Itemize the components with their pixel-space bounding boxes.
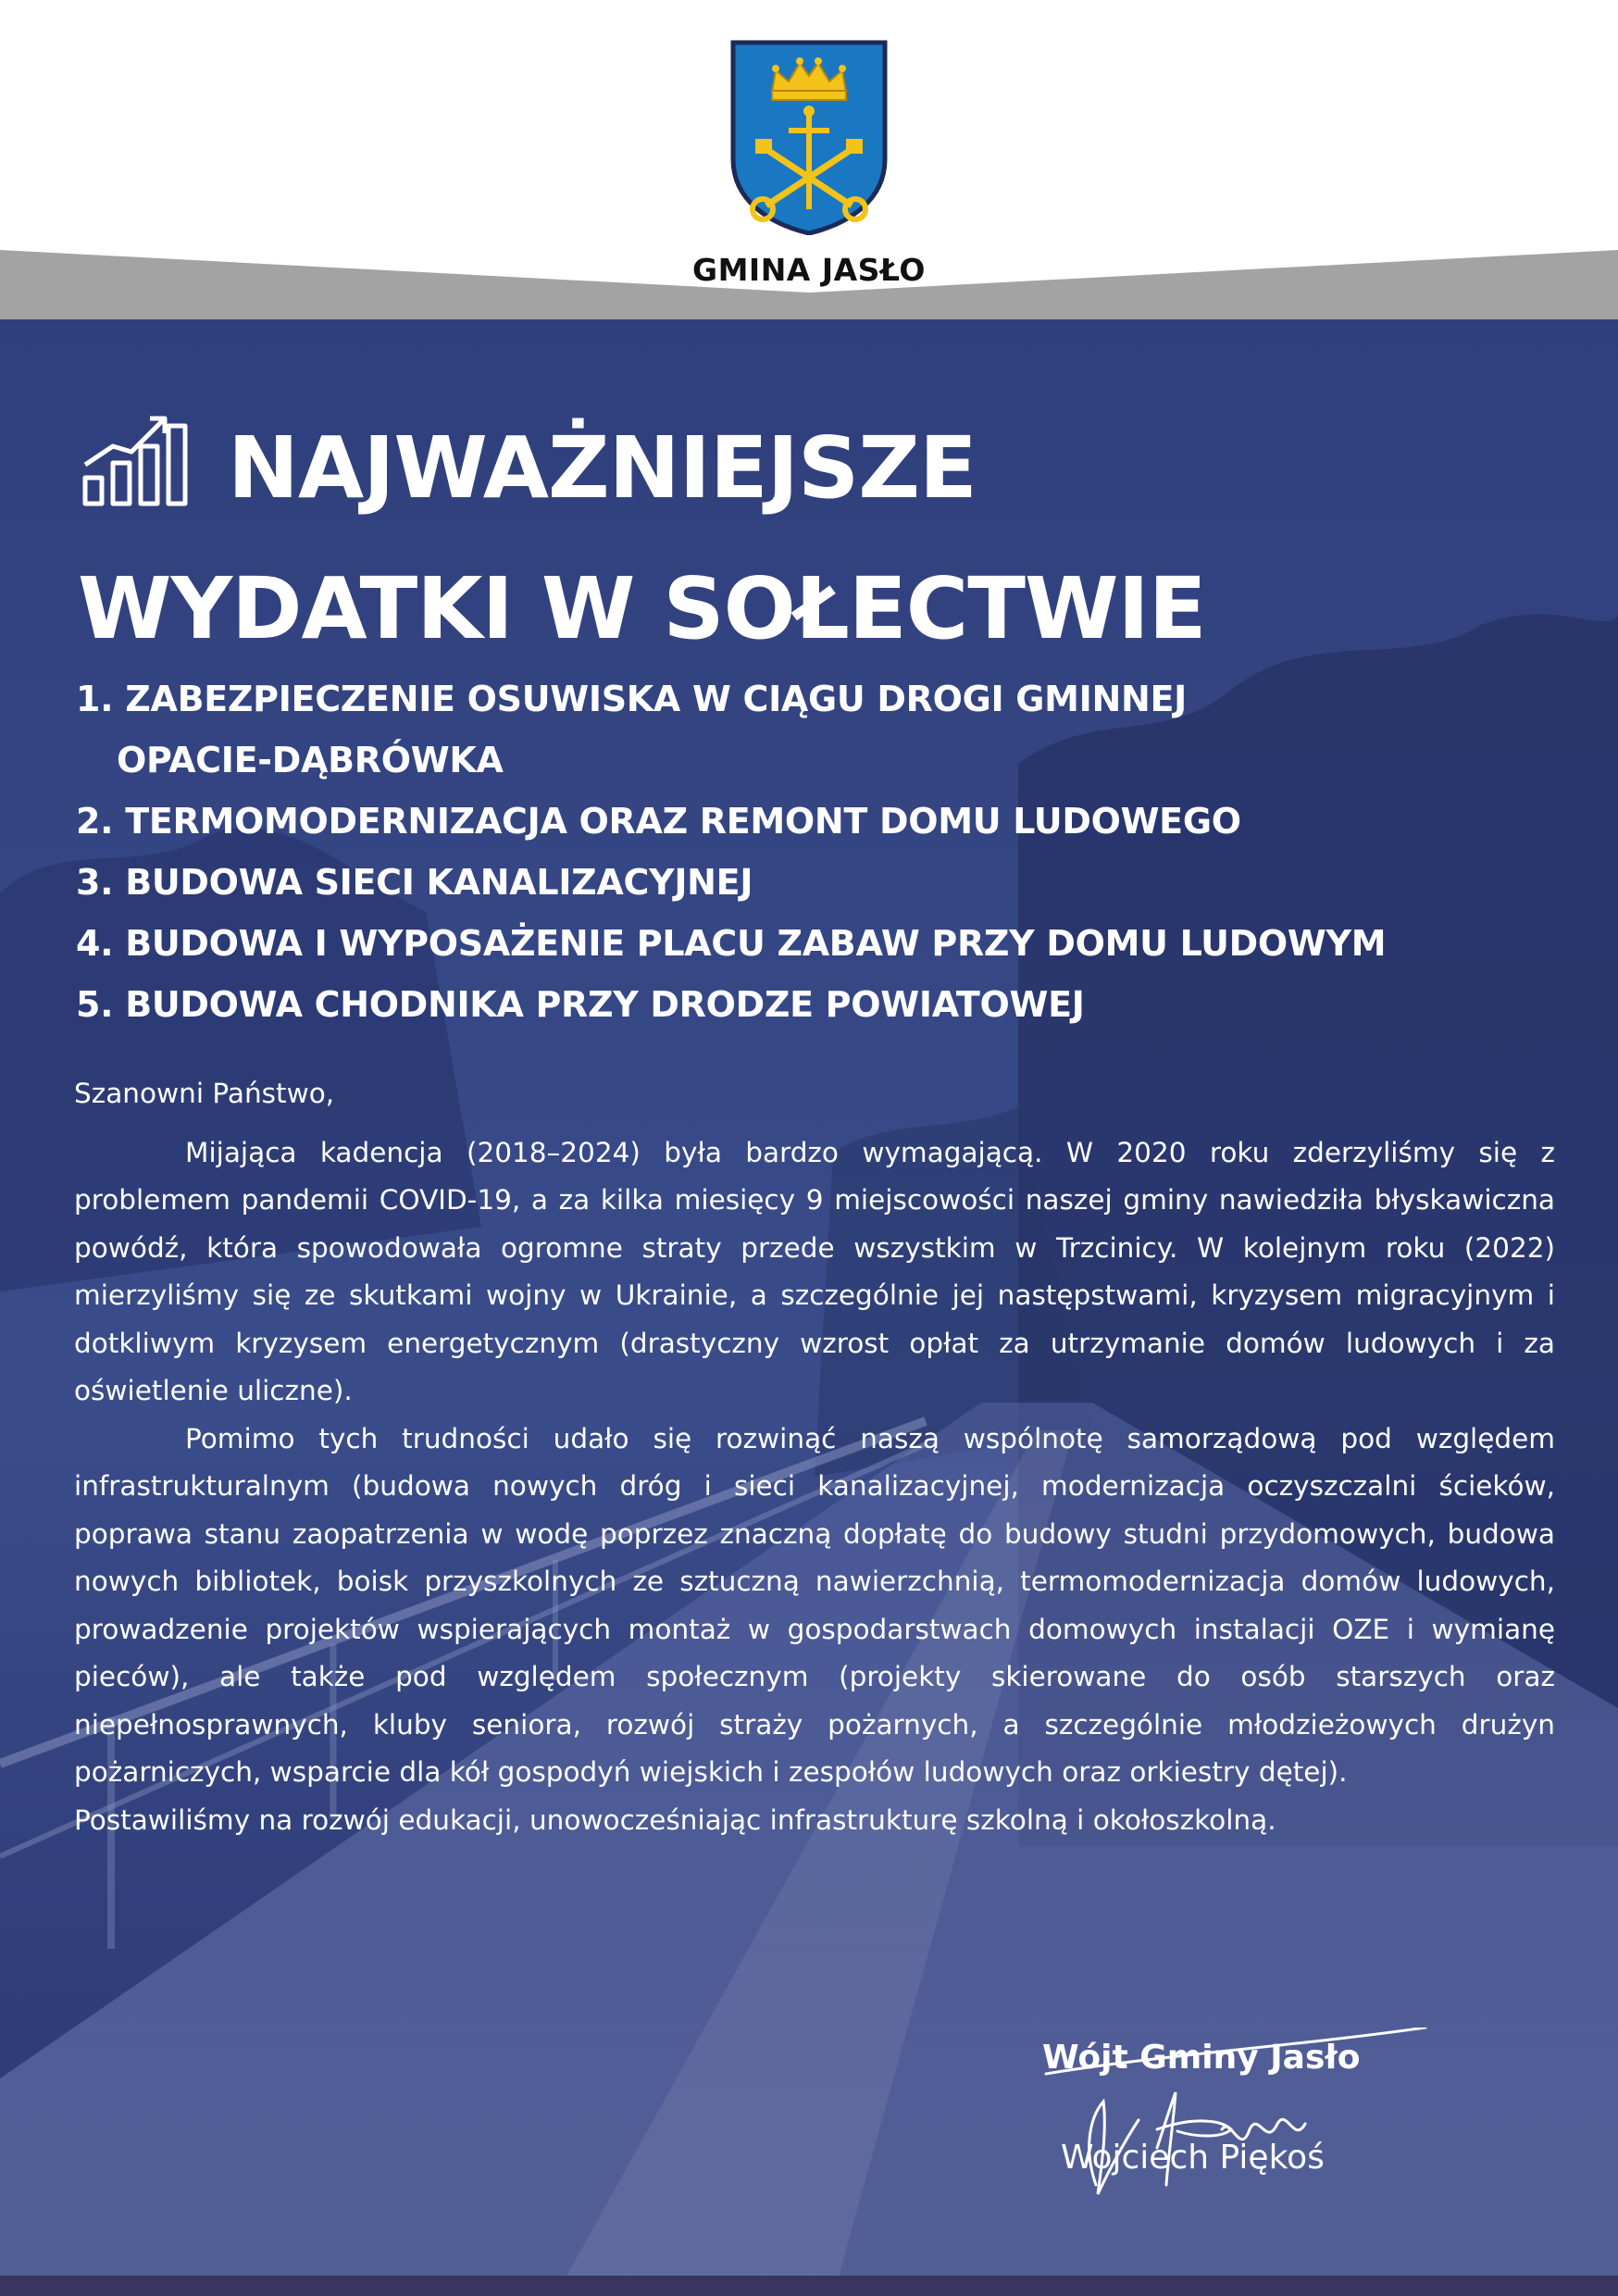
header <box>0 0 1618 319</box>
handwritten-signature-icon <box>1018 2028 1481 2231</box>
list-item-text: 2. TERMOMODERNIZACJA ORAZ REMONT DOMU LUDOWEGO <box>76 801 1241 842</box>
list-item-text-continuation: OPACIE-DĄBRÓWKA <box>117 740 504 780</box>
signature-name: Wojciech Piękoś <box>1061 2139 1325 2177</box>
headline-line-2: WYDATKI W SOŁECTWIE <box>78 559 1206 658</box>
list-item <box>76 668 1557 791</box>
letter-body <box>74 1070 1555 1844</box>
letter-paragraph-1: Mijająca kadencja (2018–2024) była bardzo wymagającą. W 2020 roku zderzyliśmy się z problemem pandemii COVID-19, a za kilka miesięcy 9 miejscowości naszej gminy nawiedziła błyskawiczna powódź, która spowodowała ogromne straty przede wszystkim w Trzcinicy. W kolejnym roku (2022) mierzyliśmy się ze skutkami wojny w Ukrainie, a szczególnie jej następstwami, kryzysem migracyjnym i dotkliwym kryzysem energetycznym (drastyczny wzrost opłat za utrzymanie domów ludowych i za oświetlenie uliczne). <box>74 1136 1555 1406</box>
list-item-text: 1. ZABEZPIECZENIE OSUWISKA W CIĄGU DROGI GMINNEJ <box>76 679 1188 719</box>
headline <box>78 398 1206 680</box>
list-item-text: 3. BUDOWA SIECI KANALIZACYJNEJ <box>76 862 753 903</box>
list-item <box>76 791 1557 852</box>
organization-name: GMINA JASŁO <box>691 252 926 288</box>
list-item-text: 4. BUDOWA I WYPOSAŻENIE PLACU ZABAW PRZY DOMU LUDOWYM <box>76 923 1387 964</box>
letter-paragraph-2: Pomimo tych trudności udało się rozwinąć naszą wspólnotę samorządową pod względem infrastrukturalnym (budowa nowych dróg i sieci kanalizacyjnej, modernizacja oczyszczalni ścieków, poprawa stanu zaopatrzenia w wodę poprzez znaczną dopłatę do budowy studni przydomowych, budowa nowych bibliotek, boisk przyszkolnych ze sztuczną nawierzchnią, termomodernizacja domów ludowych, prowadzenie projektów wspierających montaż w gospodarstwach domowych instalacji OZE i wymianę pieców), ale także pod względem społecznym (projekty skierowane do osób starszych oraz niepełnosprawnych, kluby seniora, rozwój straży pożarnych, a szczególnie młodzieżowych drużyn pożarniczych, wsparcie dla kół gospodyń wiejskich i zespołów ludowych oraz orkiestry dętej). <box>74 1422 1555 1788</box>
letter-paragraph-3: Postawiliśmy na rozwój edukacji, unowocześniając infrastrukturę szkolną i okołoszkolną. <box>74 1803 1276 1836</box>
list-item <box>76 852 1557 913</box>
list-item <box>76 974 1557 1035</box>
list-item-text: 5. BUDOWA CHODNIKA PRZY DRODZE POWIATOWEJ <box>76 984 1085 1025</box>
list-item <box>76 913 1557 974</box>
coat-of-arms-icon <box>728 39 890 235</box>
signature-block <box>1018 2028 1481 2231</box>
poster-panel <box>0 319 1618 2296</box>
bottom-strip <box>0 2276 1618 2296</box>
headline-line-1: NAJWAŻNIEJSZE <box>228 418 977 518</box>
priority-list <box>76 668 1557 1035</box>
greeting: Szanowni Państwo, <box>74 1078 335 1109</box>
signature-title: Wójt Gminy Jasło <box>1042 2039 1361 2077</box>
